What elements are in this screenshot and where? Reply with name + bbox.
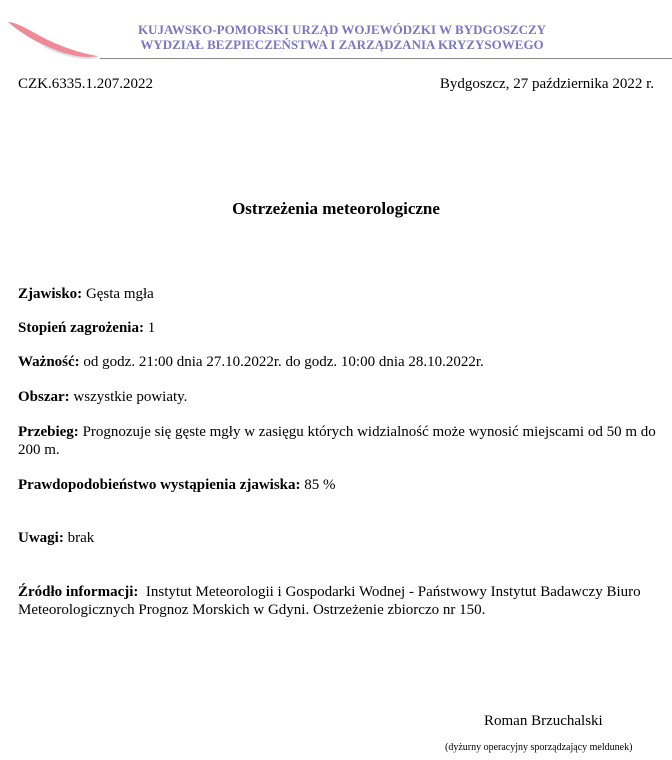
field-label: Prawdopodobieństwo wystąpienia zjawiska: xyxy=(18,477,301,493)
field-value: wszystkie powiaty. xyxy=(69,389,188,405)
field-label: Obszar: xyxy=(18,389,70,405)
field-value: Gęsta mgła xyxy=(82,286,154,302)
field-course xyxy=(18,423,658,459)
field-threat-level xyxy=(18,319,658,337)
header-divider xyxy=(100,58,672,59)
field-label: Przebieg: xyxy=(18,424,79,440)
field-probability xyxy=(18,476,658,494)
letterhead xyxy=(100,22,584,52)
field-label: Ważność: xyxy=(18,354,80,370)
field-value: 85 % xyxy=(300,477,336,493)
signature-name: Roman Brzuchalski xyxy=(484,713,603,729)
document-date: Bydgoszcz, 27 października 2022 r. xyxy=(439,76,654,92)
letterhead-line2: WYDZIAŁ BEZPIECZEŃSTWA I ZARZĄDZANIA KRYZYSOWEGO xyxy=(140,37,544,52)
field-value: brak xyxy=(63,530,95,546)
field-value: Instytut Meteorologii i Gospodarki Wodnej - Państwowy Instytut Badawczy Biuro Meteorologicznych Prognoz Morskich w Gdyni. Ostrzeżenie zbiorczo nr 150. xyxy=(18,584,645,618)
field-validity xyxy=(18,353,658,371)
field-label: Źródło informacji: xyxy=(18,584,139,600)
field-value: 1 xyxy=(143,320,156,336)
signature-role: (dyżurny operacyjny sporządzający meldunek) xyxy=(445,742,633,753)
field-phenomenon xyxy=(18,285,658,303)
field-area xyxy=(18,388,658,406)
document-title: Ostrzeżenia meteorologiczne xyxy=(232,199,440,218)
field-label: Stopień zagrożenia: xyxy=(18,320,144,336)
logo-flag-icon xyxy=(4,16,100,60)
reference-number: CZK.6335.1.207.2022 xyxy=(18,76,153,92)
field-value: Prognozuje się gęste mgły w zasięgu których widzialność może wynosić miejscami od 50 m do 200 m. xyxy=(18,424,656,458)
field-remarks xyxy=(18,529,658,547)
field-label: Zjawisko: xyxy=(18,286,83,302)
field-value: od godz. 21:00 dnia 27.10.2022r. do godz. 10:00 dnia 28.10.2022r. xyxy=(79,354,484,370)
field-label: Uwagi: xyxy=(18,530,64,546)
field-source xyxy=(18,583,658,619)
letterhead-line1: KUJAWSKO-POMORSKI URZĄD WOJEWÓDZKI W BYDGOSZCZY xyxy=(137,22,547,37)
